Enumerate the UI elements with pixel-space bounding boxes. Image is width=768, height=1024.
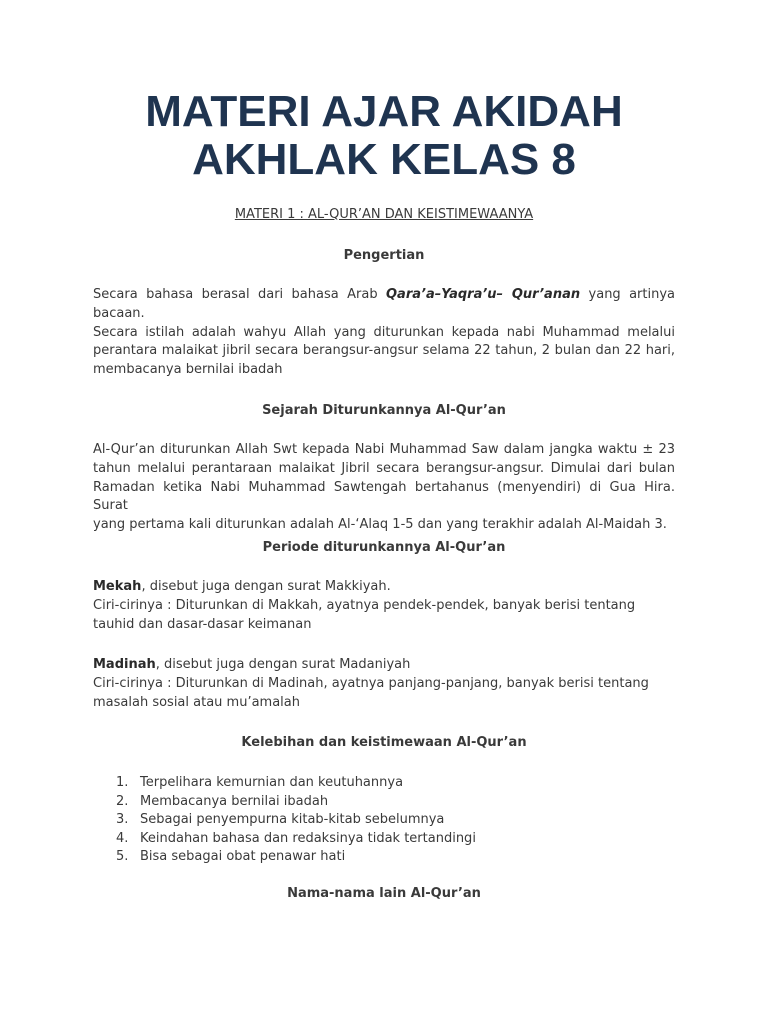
sejarah-line-3: Ramadan ketika Nabi Muhammad Sawtengah bertahanus (menyendiri) di Gua Hira. Surat — [93, 479, 675, 514]
mekah-line-3: tauhid dan dasar-dasar keimanan — [93, 616, 312, 632]
sejarah-line-1: Al-Qur’an diturunkan Allah Swt kepada Nabi Muhammad Saw dalam jangka waktu ± 23 — [93, 442, 675, 457]
istilah-line-1: Secara istilah adalah wahyu Allah yang diturunkan kepada nabi Muhammad melalui — [93, 324, 675, 340]
list-item: 2. Membacanya bernilai ibadah — [116, 793, 329, 809]
madinah-paragraph — [93, 656, 675, 712]
sejarah-line-4: yang pertama kali diturunkan adalah Al-‘Alaq 1-5 dan yang terakhir adalah Al-Maidah 3. — [93, 517, 667, 533]
mekah-paragraph — [93, 578, 675, 634]
kelebihan-list — [116, 774, 616, 867]
pengertian-line-1: Secara bahasa berasal dari bahasa Arab Qara’a–Yaqra’u– Qur’anan yang artinya — [93, 287, 676, 302]
nama-lain-heading: Nama-nama lain Al-Qur’an — [287, 886, 481, 901]
pengertian-line-2: bacaan. — [93, 305, 145, 321]
title-line-2: AKHLAK KELAS 8 — [192, 135, 576, 184]
list-item: 1. Terpelihara kemurnian dan keutuhannya — [116, 775, 404, 790]
list-item: 4. Keindahan bahasa dan redaksinya tidak tertandingi — [116, 830, 476, 846]
istilah-line-3: membacanya bernilai ibadah — [93, 362, 283, 378]
madinah-line-1: Madinah, disebut juga dengan surat Madaniyah — [93, 657, 411, 672]
madinah-line-3: masalah sosial atau mu’amalah — [93, 694, 300, 710]
sejarah-paragraph — [93, 441, 675, 535]
mekah-line-2: Ciri-cirinya : Diturunkan di Makkah, ayatnya pendek-pendek, banyak berisi tentang — [93, 597, 636, 613]
sejarah-heading: Sejarah Diturunkannya Al-Qur’an — [262, 403, 506, 418]
sejarah-line-2: tahun melalui perantaraan malaikat Jibril secara berangsur-angsur. Dimulai dari bulan — [93, 460, 675, 476]
kelebihan-heading: Kelebihan dan keistimewaan Al-Qur’an — [241, 735, 527, 750]
document-title — [60, 88, 708, 184]
title-line-1: MATERI AJAR AKIDAH — [145, 87, 623, 136]
list-item: 3. Sebagai penyempurna kitab-kitab sebelumnya — [116, 812, 445, 827]
list-item: 5. Bisa sebagai obat penawar hati — [116, 849, 346, 864]
section-heading: MATERI 1 : AL-QUR’AN DAN KEISTIMEWAANYA — [234, 207, 534, 222]
madinah-line-2: Ciri-cirinya : Diturunkan di Madinah, ayatnya panjang-panjang, banyak berisi tentang — [93, 675, 649, 691]
pengertian-paragraph — [93, 286, 675, 380]
pengertian-heading: Pengertian — [343, 248, 425, 263]
istilah-line-2: perantara malaikat jibril secara berangsur-angsur selama 22 tahun, 2 bulan dan 22 hari, — [93, 343, 675, 359]
periode-heading: Periode diturunkannya Al-Qur’an — [262, 540, 506, 555]
mekah-line-1: Mekah, disebut juga dengan surat Makkiyah. — [93, 579, 391, 594]
